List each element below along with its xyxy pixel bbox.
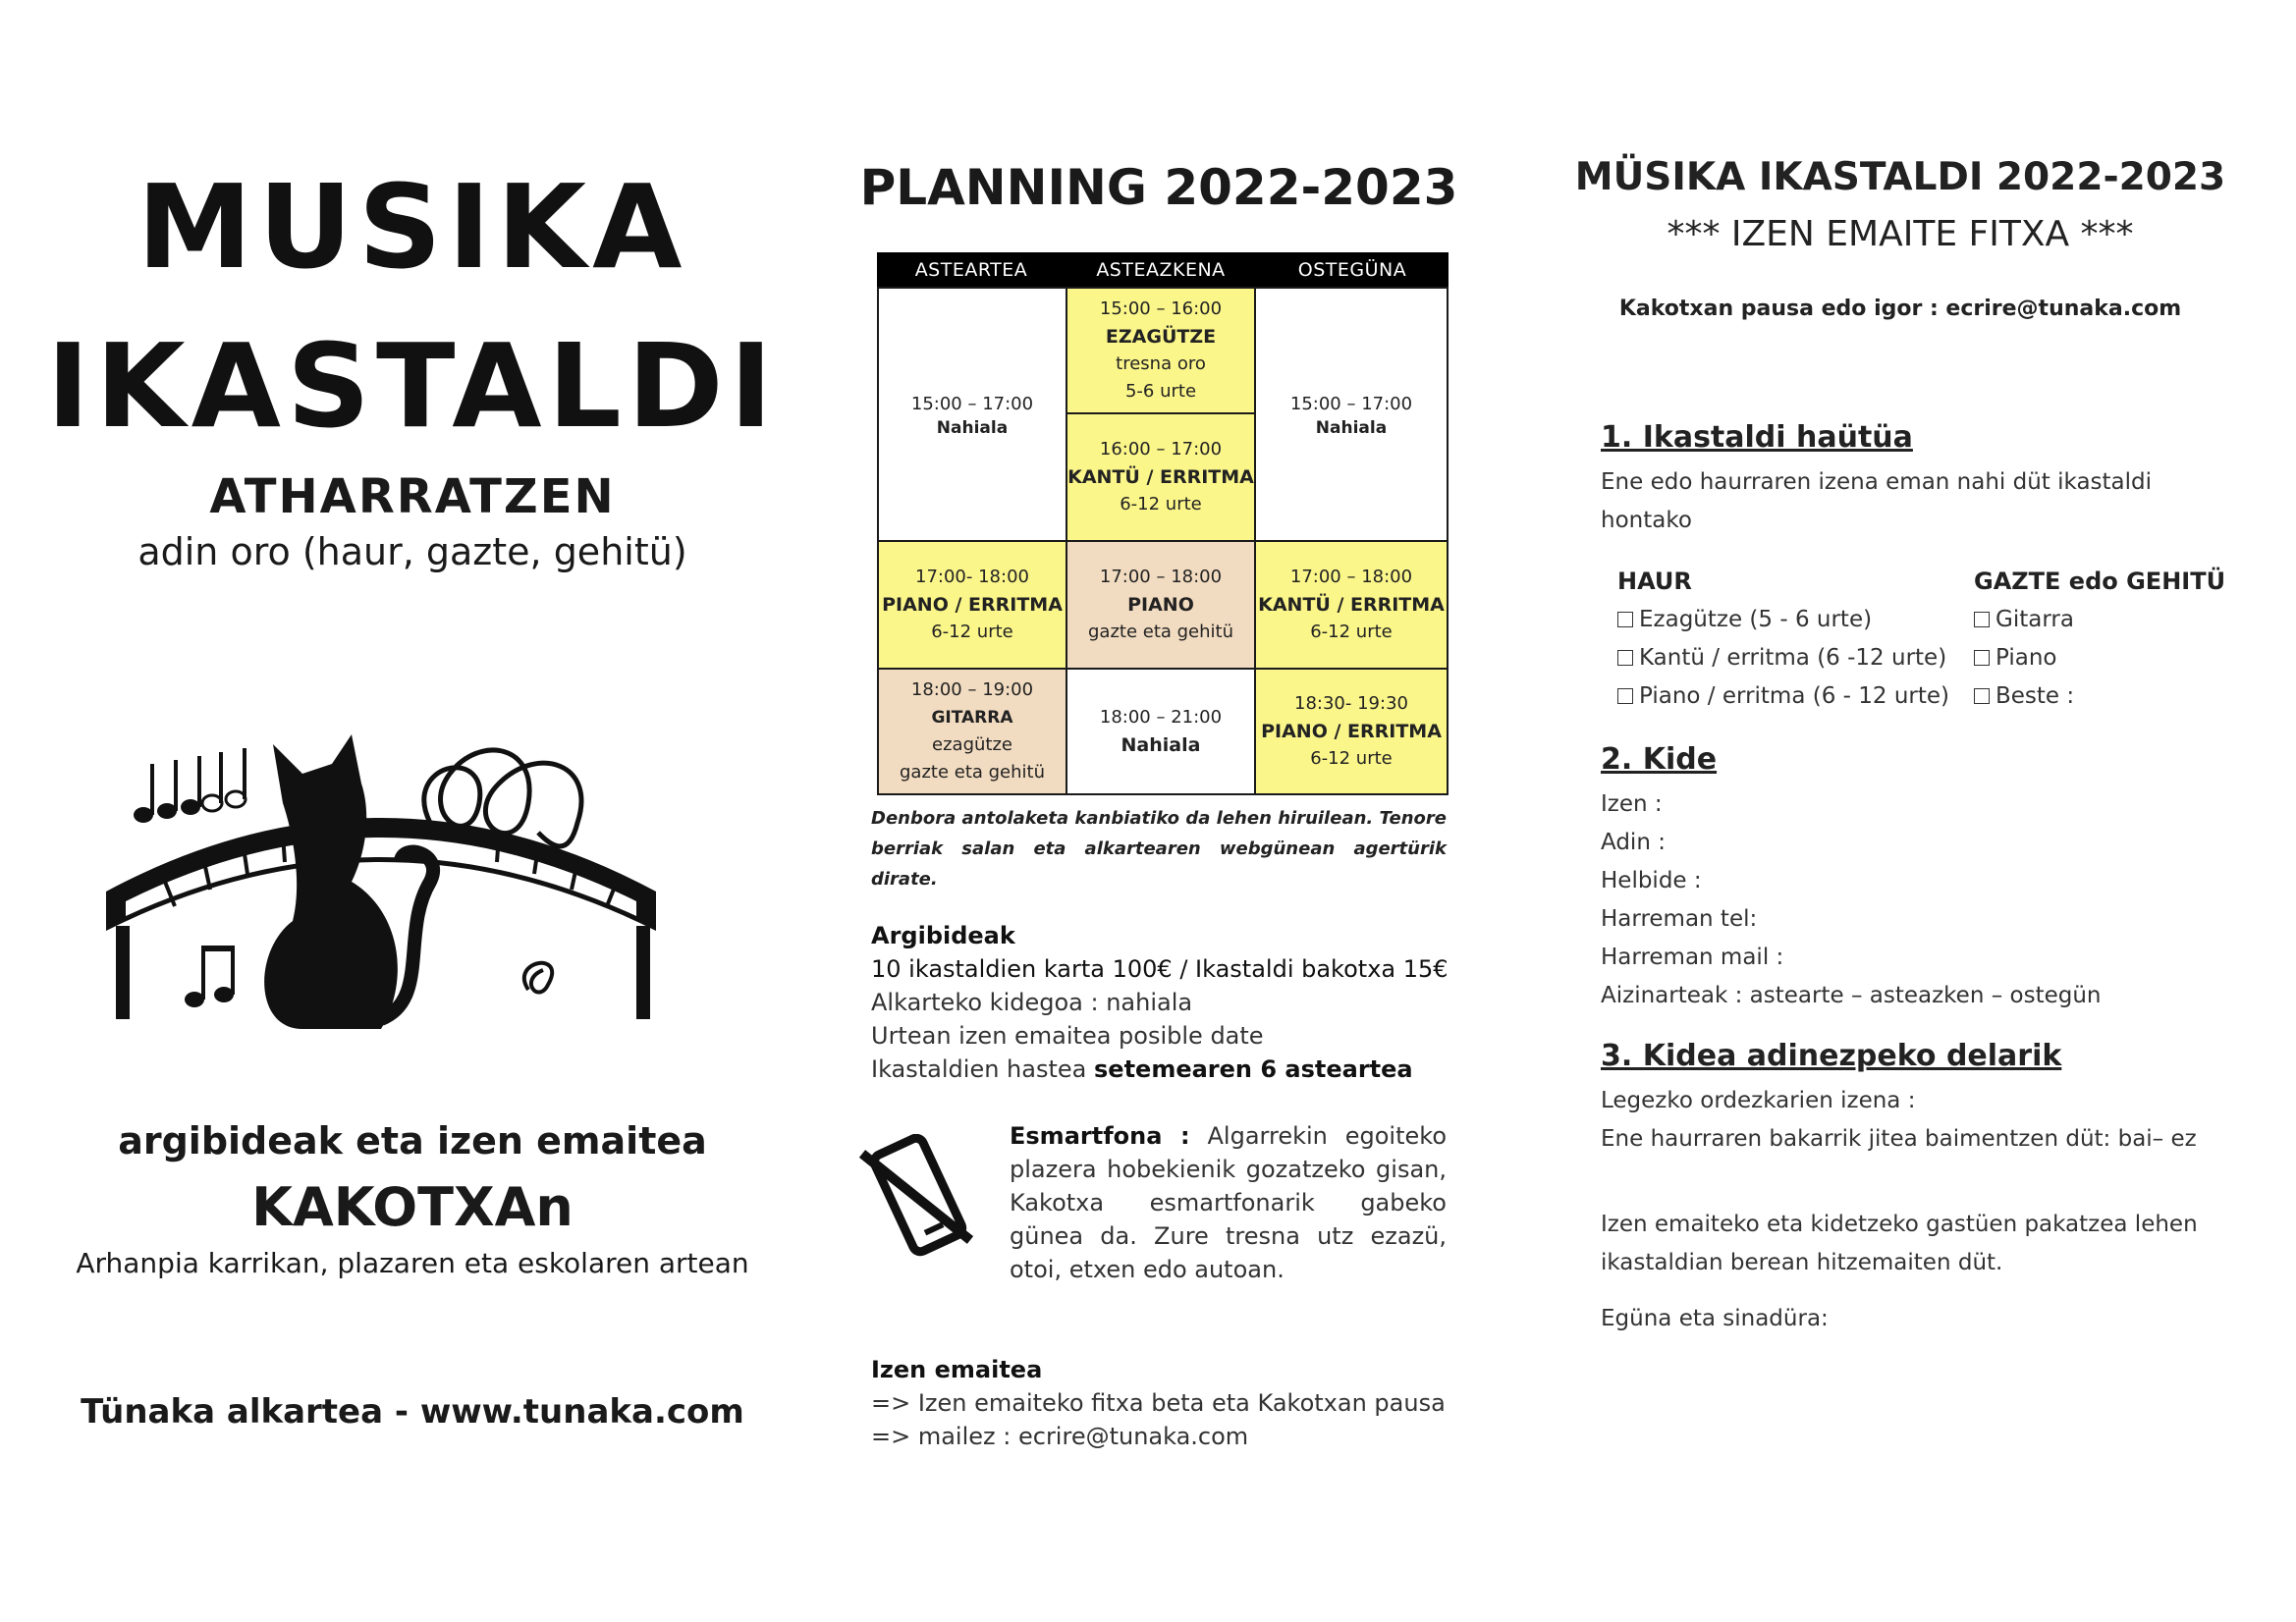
option-label: Beste : (1995, 683, 2075, 709)
main-title-line2: IKASTALDI (46, 318, 779, 454)
slot-title: Nahiala (1121, 734, 1201, 756)
section1-line1: Ene edo haurraren izena eman nahi düt ikastaldi (1601, 469, 2153, 495)
argibideak-membership: Alkarteko kidegoa : nahiala (871, 989, 1193, 1016)
field-tel[interactable]: Harreman tel: (1601, 906, 1758, 932)
section3-heading: 3. Kidea adinezpeko delarik (1601, 1039, 2062, 1073)
slot-time: 17:00 – 18:00 (1099, 567, 1223, 587)
start-date: setemearen 6 asteartea (1094, 1055, 1413, 1083)
slot-detail: tresna oro (1116, 353, 1206, 374)
checkbox-icon[interactable] (1974, 612, 1990, 627)
slot-title: GITARRA (931, 708, 1013, 728)
info-address: Arhanpia karrikan, plazaren eta eskolaren artean (76, 1247, 749, 1279)
age-groups: adin oro (haur, gazte, gehitü) (137, 530, 687, 573)
slot-ages: 6-12 urte (1310, 748, 1393, 769)
slot-title: PIANO / ERRITMA (1261, 721, 1442, 742)
option-piano[interactable] (1974, 645, 2057, 671)
field-izen[interactable]: Izen : (1601, 791, 1663, 817)
checkbox-icon[interactable] (1974, 650, 1990, 666)
haur-heading: HAUR (1617, 568, 1692, 595)
field-helbide[interactable]: Helbide : (1601, 868, 1702, 893)
field-mail[interactable]: Harreman mail : (1601, 945, 1784, 970)
slot-tue-17 (877, 540, 1067, 670)
header-thursday: OSTEGÜNA (1256, 252, 1449, 287)
planning-title: PLANNING 2022-2023 (859, 159, 1458, 216)
slot-ages: 5-6 urte (1124, 381, 1197, 402)
smartphone-notice (1010, 1119, 1447, 1286)
field-date-signature[interactable]: Egüna eta sinadüra: (1601, 1306, 1829, 1331)
no-smartphone-icon (854, 1134, 982, 1257)
option-label: Piano / erritma (6 - 12 urte) (1639, 683, 1950, 709)
option-label: Kantü / erritma (6 -12 urte) (1639, 645, 1947, 671)
slot-wed-17 (1066, 540, 1256, 670)
slot-wed-1 (1066, 287, 1256, 414)
schedule-note: Denbora antolaketa kanbiatiko da lehen hiruilean. Tenore berriak salan eta alkartearen webgünean agertürik dirate. (871, 808, 1447, 890)
slot-time: 18:30- 19:30 (1294, 693, 1408, 714)
option-label: Piano (1995, 645, 2057, 671)
slot-title: KANTÜ / ERRITMA (1258, 594, 1445, 616)
checkbox-icon[interactable] (1617, 688, 1633, 704)
form-title: MÜSIKA IKASTALDI 2022-2023 (1574, 155, 2226, 199)
slot-time: 18:00 – 21:00 (1099, 707, 1223, 728)
registration-heading: Izen emaitea (871, 1356, 1043, 1383)
form-subtitle: *** IZEN EMAITE FITXA *** (1667, 214, 2134, 254)
slot-title: PIANO (1127, 594, 1194, 616)
header-tuesday: ASTEARTEA (877, 252, 1066, 287)
option-beste[interactable] (1974, 683, 2074, 709)
payment-line2: ikastaldian berean hitzemaiten düt. (1601, 1250, 2003, 1275)
field-days[interactable]: Aizinarteak : astearte – asteazken – ostegün (1601, 983, 2102, 1008)
argibideak-registration: Urtean izen emaitea posible date (871, 1022, 1264, 1050)
slot-time: 18:00 – 19:00 (910, 679, 1034, 700)
option-kantu[interactable] (1617, 645, 1946, 671)
slot-ages: gazte eta gehitü (899, 762, 1046, 783)
slot-ages: gazte eta gehitü (1087, 622, 1234, 642)
checkbox-icon[interactable] (1617, 612, 1633, 627)
field-permission[interactable]: Ene haurraren bakarrik jitea baimentzen düt: bai– ez (1601, 1126, 2197, 1152)
slot-time: 16:00 – 17:00 (1099, 439, 1223, 460)
slot-thu-afternoon (1254, 287, 1449, 542)
smartphone-text: Algarrekin egoiteko plazera hobekienik gozatzeko gisan, Kakotxa esmartfonarik gabeko günea da. Zure tresna utz ezazü, otoi, etxen edo autoan. (1010, 1122, 1448, 1283)
start-prefix: Ikastaldien hastea (871, 1055, 1094, 1083)
section2-heading: 2. Kide (1601, 742, 1718, 777)
slot-tue-afternoon (877, 287, 1067, 542)
argibideak-price: 10 ikastaldien karta 100€ / Ikastaldi bakotxa 15€ (871, 955, 1449, 983)
smartphone-label: Esmartfona : (1010, 1122, 1190, 1150)
field-guardian[interactable]: Legezko ordezkarien izena : (1601, 1088, 1916, 1113)
section1-line2: hontako (1601, 508, 1692, 533)
association-footer: Tünaka alkartea - www.tunaka.com (81, 1392, 744, 1432)
slot-ages: 6-12 urte (931, 622, 1013, 642)
argibideak-start (871, 1053, 1413, 1086)
slot-wed-2 (1066, 412, 1256, 542)
option-piano-haur[interactable] (1617, 683, 1949, 709)
argibideak-heading: Argibideak (871, 922, 1015, 949)
slot-thu-18 (1254, 668, 1449, 795)
slot-title: Nahiala (1315, 418, 1388, 438)
slot-time: 15:00 – 16:00 (1099, 298, 1223, 319)
slot-time: 15:00 – 17:00 (1289, 394, 1413, 414)
section1-heading: 1. Ikastaldi haütüa (1601, 420, 1913, 455)
slot-title: Nahiala (936, 418, 1009, 438)
slot-title: KANTÜ / ERRITMA (1067, 466, 1254, 488)
option-ezagutze[interactable] (1617, 607, 1872, 632)
schedule-table (877, 252, 1449, 795)
gazte-heading: GAZTE edo GEHITÜ (1974, 568, 2226, 595)
header-wednesday: ASTEAZKENA (1066, 252, 1256, 287)
info-place: KAKOTXAn (251, 1176, 574, 1238)
payment-line1: Izen emaiteko eta kidetzeko gastüen pakatzea lehen (1601, 1212, 2198, 1237)
checkbox-icon[interactable] (1617, 650, 1633, 666)
slot-ages: 6-12 urte (1310, 622, 1393, 642)
registration-line1: => Izen emaiteko fitxa beta eta Kakotxan pausa (871, 1389, 1446, 1417)
option-gitarra[interactable] (1974, 607, 2074, 632)
registration-line2: => mailez : ecrire@tunaka.com (871, 1423, 1249, 1450)
option-label: Gitarra (1995, 607, 2074, 632)
slot-time: 17:00- 18:00 (915, 567, 1029, 587)
slot-thu-17 (1254, 540, 1449, 670)
slot-ages: 6-12 urte (1120, 494, 1202, 514)
slot-title: PIANO / ERRITMA (882, 594, 1063, 616)
slot-tue-18 (877, 668, 1067, 795)
slot-time: 17:00 – 18:00 (1289, 567, 1413, 587)
checkbox-icon[interactable] (1974, 688, 1990, 704)
slot-title: EZAGÜTZE (1105, 326, 1217, 348)
field-adin[interactable]: Adin : (1601, 830, 1666, 855)
slot-wed-18 (1066, 668, 1256, 795)
cat-piano-illustration-icon (106, 705, 671, 1039)
main-title-line1: MUSIKA (137, 159, 688, 295)
slot-detail: ezagütze (932, 734, 1012, 755)
slot-time: 15:00 – 17:00 (910, 394, 1034, 414)
option-label: Ezagütze (5 - 6 urte) (1639, 607, 1873, 632)
form-send-instructions: Kakotxan pausa edo igor : ecrire@tunaka.com (1618, 297, 2182, 321)
location-subtitle: ATHARRATZEN (209, 469, 616, 524)
info-heading: argibideak eta izen emaitea (118, 1119, 707, 1162)
